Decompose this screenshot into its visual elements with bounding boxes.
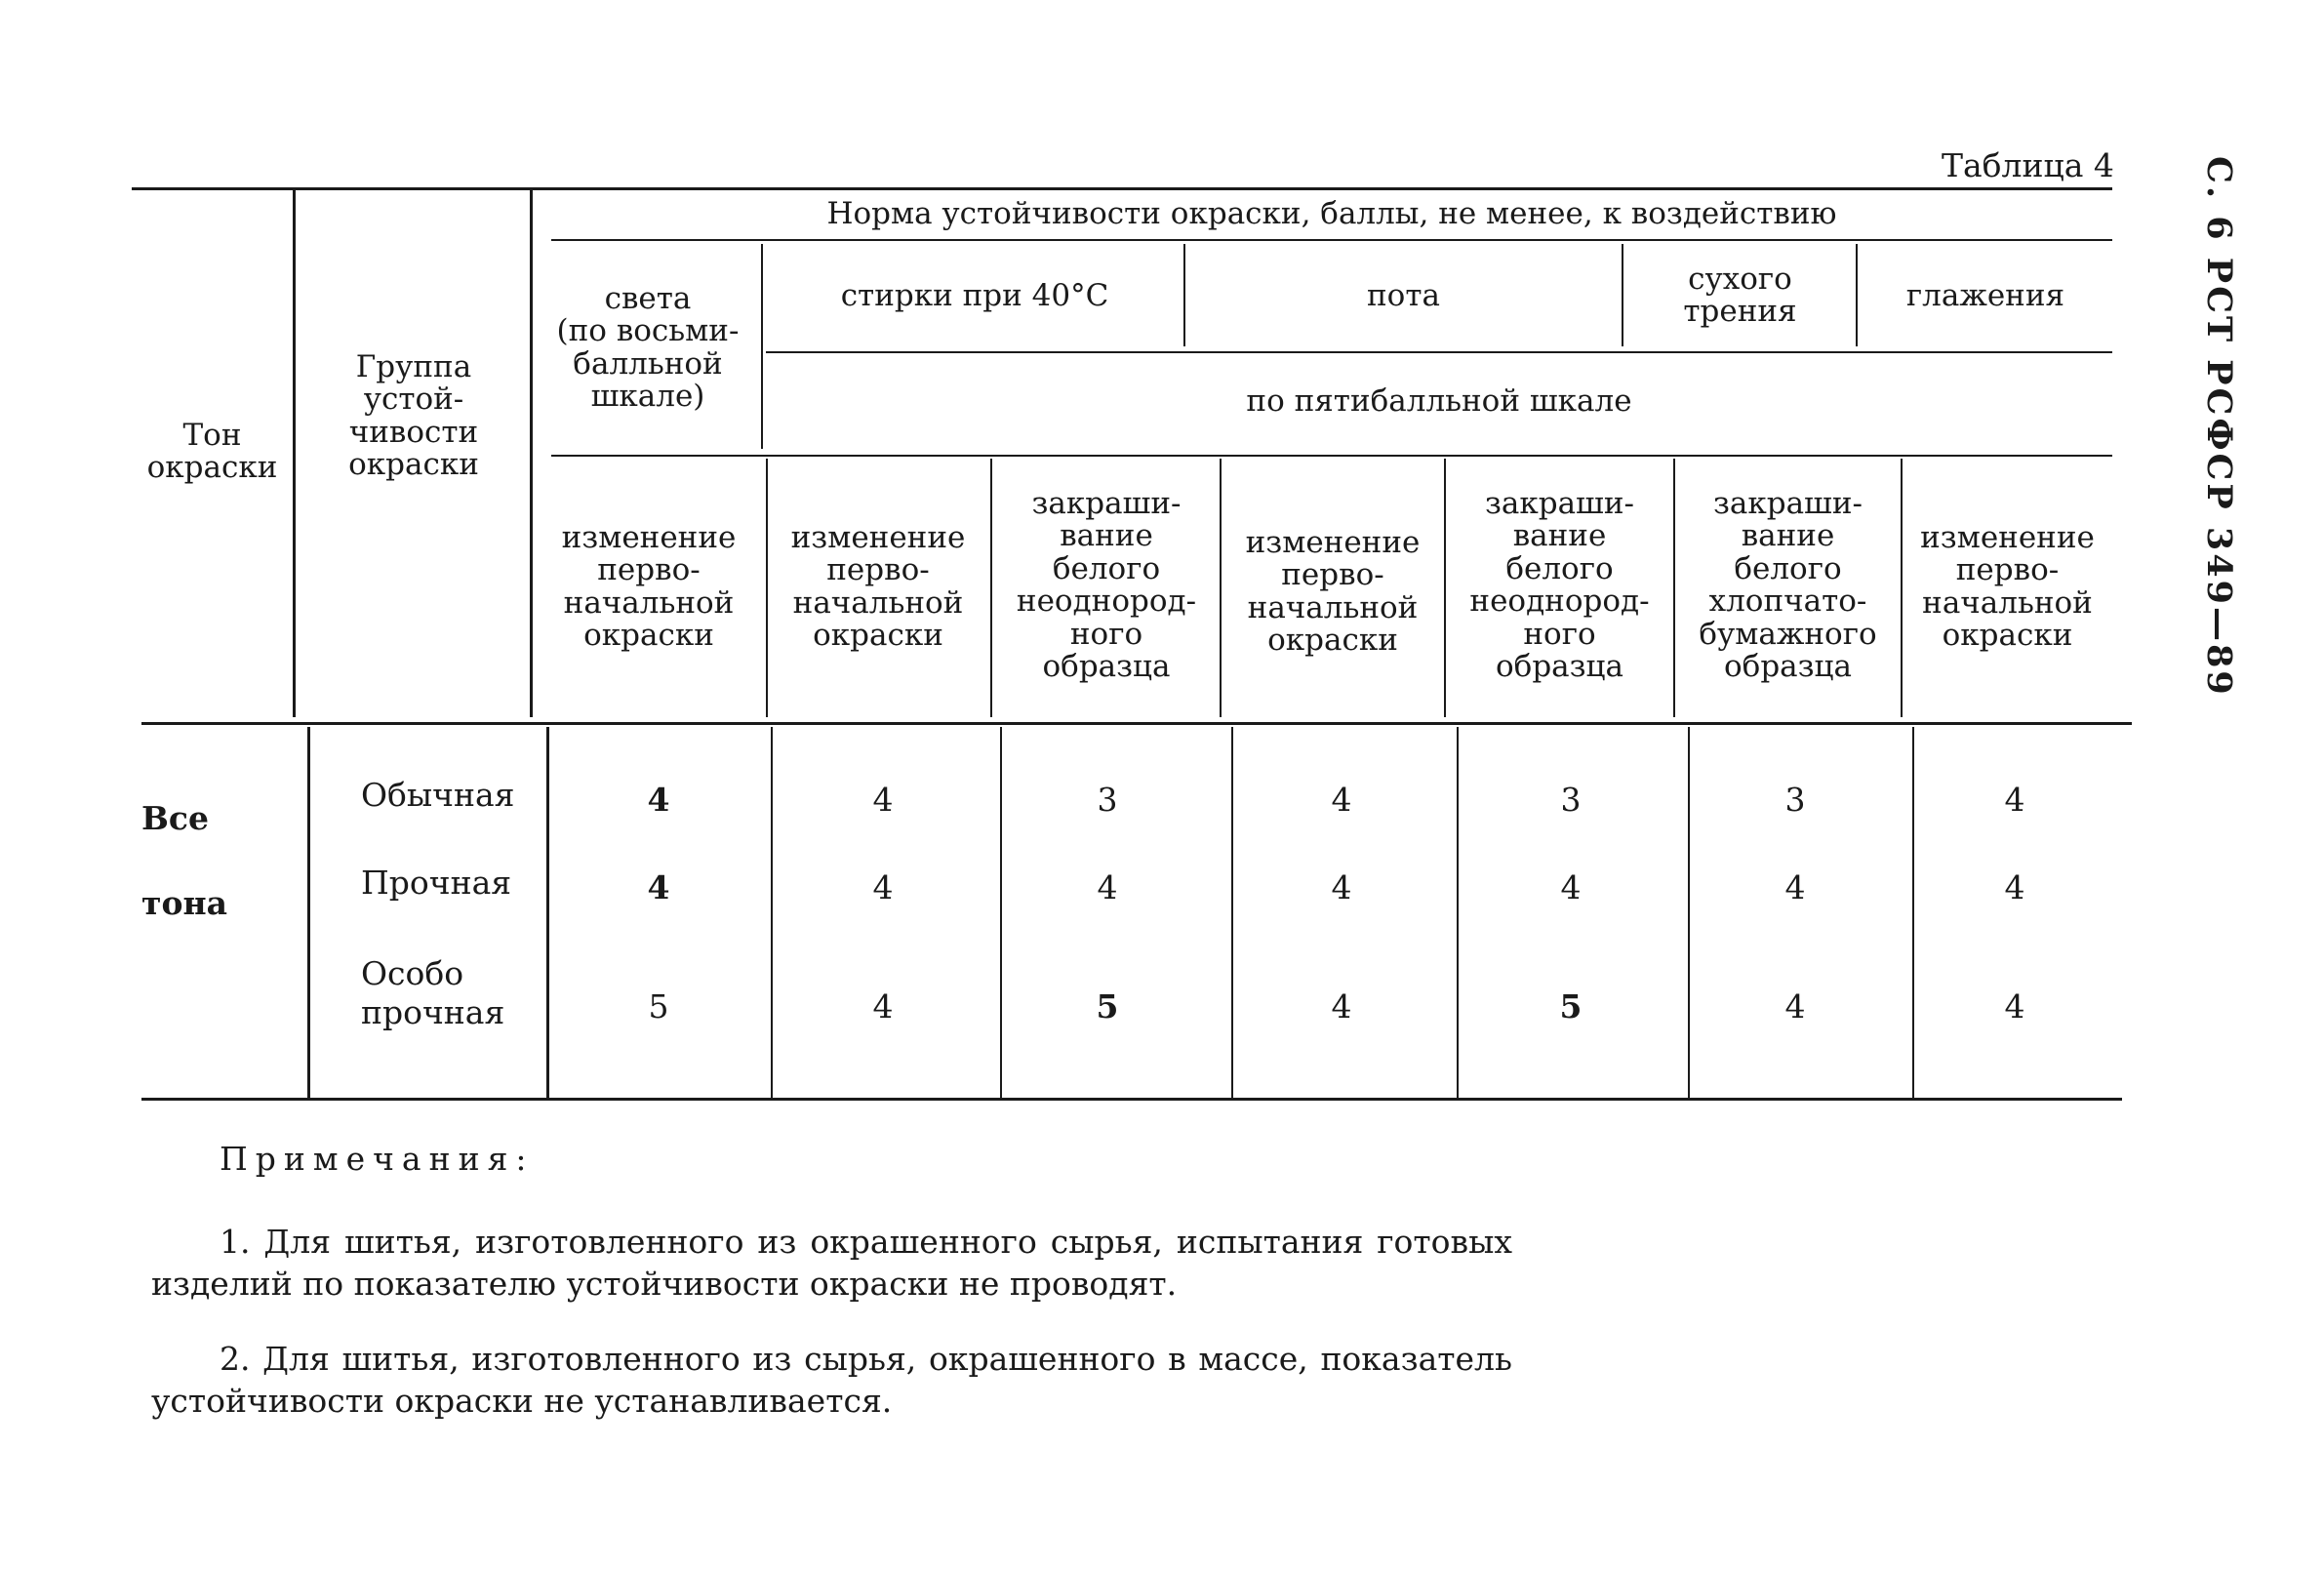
cell: 4 [2004, 987, 2025, 1026]
factor-sweat: пота [1367, 278, 1440, 313]
col-tone-header: Тон окраски [146, 418, 278, 486]
cell: 5 [648, 987, 669, 1026]
cell: 3 [1097, 781, 1118, 819]
cell: 4 [872, 868, 894, 906]
col-group-header: Группа устой- чивости окраски [348, 349, 479, 483]
subheader-7: изменение перво- начальной окраски [1920, 520, 2095, 654]
factor-light: света (по восьми- балльной шкале) [556, 281, 740, 415]
row-group-durable: Прочная [361, 864, 512, 902]
cell: 3 [1784, 781, 1806, 819]
cell: 4 [2004, 781, 2025, 819]
side-page-header: С. 6 РСТ РСФСР 349—89 [2199, 156, 2239, 698]
table-label: Таблица 4 [1942, 146, 2114, 184]
subheader-1: изменение перво- начальной окраски [561, 520, 737, 654]
cell: 3 [1560, 781, 1582, 819]
cell: 5 [1559, 987, 1583, 1026]
factor-wash: стирки при 40°С [840, 278, 1109, 313]
five-point-scale-label: по пятибалльной шкале [1246, 383, 1632, 419]
cell: 5 [1096, 987, 1119, 1026]
subheader-3: закраши- вание белого неоднород- ного образца [1016, 486, 1197, 685]
row-group-extra-durable: Особо прочная [361, 954, 505, 1031]
subheader-4: изменение перво- начальной окраски [1245, 525, 1421, 659]
cell: 4 [1331, 987, 1352, 1026]
notes-title: Примечания: [220, 1140, 535, 1178]
cell: 4 [2004, 868, 2025, 906]
cell: 4 [1560, 868, 1582, 906]
subheader-5: закраши- вание белого неоднород- ного образца [1469, 486, 1650, 685]
cell: 4 [1784, 868, 1806, 906]
note-item-2: 2. Для шитья, изготовленного из сырья, окрашенного в массе, показатель устойчивости окраски не устанавливается. [151, 1340, 1512, 1420]
cell: 4 [647, 868, 670, 906]
subheader-2: изменение перво- начальной окраски [790, 520, 966, 654]
note-item-1: 1. Для шитья, изготовленного из окрашенного сырья, испытания готовых изделий по показателю устойчивости окраски не проводят. [151, 1223, 1512, 1303]
subheader-6: закраши- вание белого хлопчато- бумажного образца [1699, 486, 1877, 685]
tone-value: Все тона [141, 799, 227, 923]
factor-ironing: глажения [1905, 278, 2065, 313]
row-group-normal: Обычная [361, 776, 515, 814]
cell: 4 [1331, 868, 1352, 906]
factor-dry-rub: сухого трения [1683, 262, 1797, 330]
cell: 4 [1097, 868, 1118, 906]
cell: 4 [1784, 987, 1806, 1026]
cell: 4 [1331, 781, 1352, 819]
cell: 4 [872, 781, 894, 819]
cell: 4 [872, 987, 894, 1026]
cell: 4 [647, 781, 670, 819]
main-header: Норма устойчивости окраски, баллы, не менее, к воздействию [826, 196, 1837, 231]
